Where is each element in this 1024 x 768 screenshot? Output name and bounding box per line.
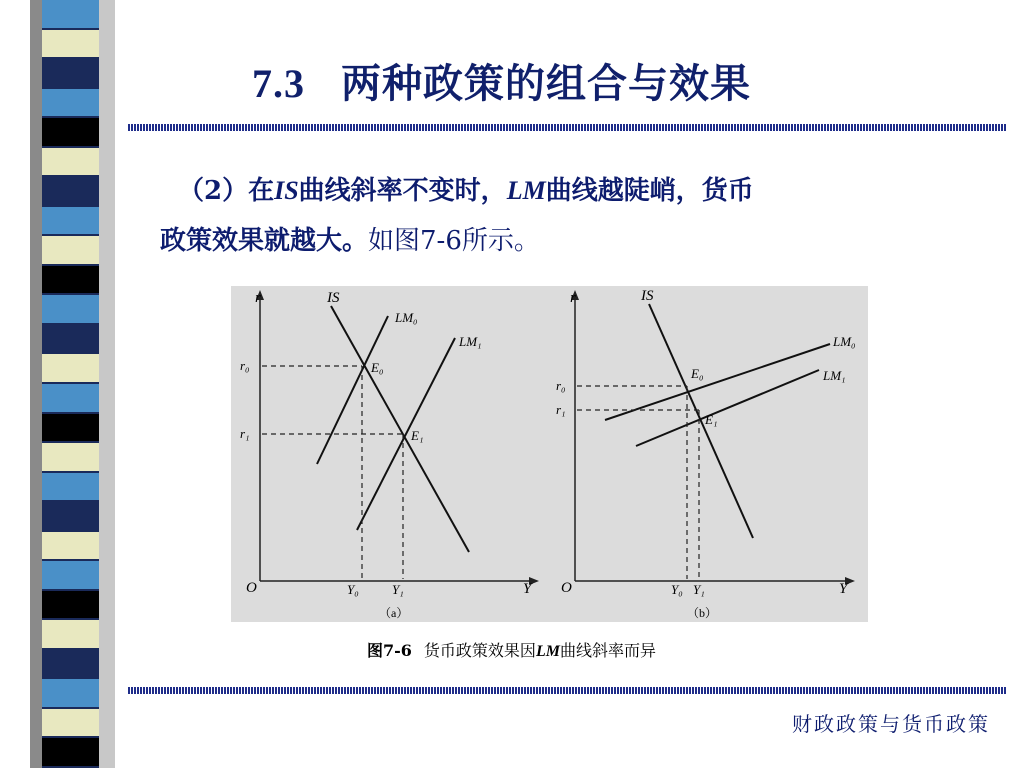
body-lm-term: LM bbox=[506, 176, 546, 205]
figure-7-6 bbox=[231, 286, 868, 622]
panel-a-r-label: r bbox=[255, 290, 261, 306]
panel-a-e0-label: E₀ bbox=[371, 360, 384, 375]
top-divider bbox=[128, 124, 1006, 131]
stripe-band bbox=[42, 30, 99, 58]
panel-a-y1-label: Y₁ bbox=[392, 582, 404, 597]
body-line-2 bbox=[160, 216, 960, 266]
caption-number: 图7-6 bbox=[367, 641, 412, 660]
stripe-band bbox=[42, 177, 99, 205]
panel-a bbox=[231, 286, 547, 622]
body-line2-normal: 如图7-6所示。 bbox=[368, 226, 540, 256]
caption-prefix: 货币政策效果因 bbox=[423, 641, 536, 660]
panel-b-bg bbox=[547, 286, 868, 622]
stripe-band bbox=[42, 414, 99, 442]
body-line2-bold: 政策效果就越大。 bbox=[160, 226, 369, 256]
bottom-divider bbox=[128, 687, 1006, 694]
panel-a-e1-label: E₁ bbox=[411, 428, 424, 443]
panel-b bbox=[547, 286, 868, 622]
panel-b-caption: （b） bbox=[687, 606, 718, 620]
stripe-band bbox=[42, 443, 99, 471]
panel-b-origin: O bbox=[561, 580, 572, 596]
body-prefix: （2）在 bbox=[178, 176, 275, 206]
panel-b-lm0-label: LM₀ bbox=[833, 334, 856, 349]
panel-b-is-label: IS bbox=[641, 288, 654, 304]
stripe-band bbox=[42, 591, 99, 619]
stripe-band bbox=[42, 236, 99, 264]
panel-b-lm1-label: LM₁ bbox=[823, 368, 846, 383]
stripe-band bbox=[42, 118, 99, 146]
stripe-band bbox=[42, 561, 99, 589]
panel-b-e1-label: E₁ bbox=[705, 412, 718, 427]
body-is-term: IS bbox=[274, 176, 299, 205]
panel-b-e0-label: E₀ bbox=[691, 366, 704, 381]
panel-a-lm1-label: LM₁ bbox=[459, 334, 482, 349]
stripe-band bbox=[42, 59, 99, 87]
panel-b-y1-label: Y₁ bbox=[693, 582, 705, 597]
panel-b-y-label: Y bbox=[839, 581, 848, 597]
caption-lm: LM bbox=[535, 643, 560, 660]
stripe-band bbox=[42, 295, 99, 323]
caption-suffix: 曲线斜率而异 bbox=[559, 641, 656, 660]
panel-b-y0-label: Y₀ bbox=[671, 582, 683, 597]
panel-b-r1-label: r₁ bbox=[556, 402, 566, 417]
title-text: 两种政策的组合与效果 bbox=[341, 60, 751, 107]
stripe-band bbox=[42, 354, 99, 382]
stripe-bands bbox=[42, 0, 99, 768]
stripe-band bbox=[42, 709, 99, 737]
stripe-band bbox=[42, 207, 99, 235]
panel-b-r-label: r bbox=[570, 290, 576, 306]
panel-a-bg bbox=[231, 286, 547, 622]
panel-a-r1-label: r₁ bbox=[240, 426, 250, 441]
stripe-band bbox=[42, 0, 99, 28]
slide-footer: 财政政策与货币政策 bbox=[792, 712, 990, 736]
panel-a-caption: （a） bbox=[379, 606, 409, 620]
panel-a-lm0-label: LM₀ bbox=[395, 310, 418, 325]
slide-title bbox=[252, 52, 751, 109]
stripe-band bbox=[42, 266, 99, 294]
panel-a-y0-label: Y₀ bbox=[347, 582, 359, 597]
panel-a-y-label: Y bbox=[523, 581, 532, 597]
figure-caption bbox=[367, 638, 656, 661]
panel-a-origin: O bbox=[246, 580, 257, 596]
stripe-band bbox=[42, 650, 99, 678]
panel-a-is-label: IS bbox=[327, 290, 340, 306]
stripe-band bbox=[42, 384, 99, 412]
stripe-band bbox=[42, 473, 99, 501]
stripe-band bbox=[42, 502, 99, 530]
body-mid1: 曲线斜率不变时， bbox=[298, 176, 507, 206]
stripe-band bbox=[42, 532, 99, 560]
stripe-band bbox=[42, 89, 99, 117]
title-number: 7.3 bbox=[252, 61, 305, 106]
panel-b-r0-label: r₀ bbox=[556, 378, 566, 393]
body-mid2: 曲线越陡峭，货币 bbox=[545, 176, 754, 206]
body-line-1 bbox=[160, 166, 960, 216]
stripe-band bbox=[42, 325, 99, 353]
stripe-band bbox=[42, 738, 99, 766]
stripe-band bbox=[42, 148, 99, 176]
stripe-band bbox=[42, 679, 99, 707]
panel-a-r0-label: r₀ bbox=[240, 358, 250, 373]
stripe-band bbox=[42, 620, 99, 648]
body-paragraph bbox=[160, 166, 960, 266]
